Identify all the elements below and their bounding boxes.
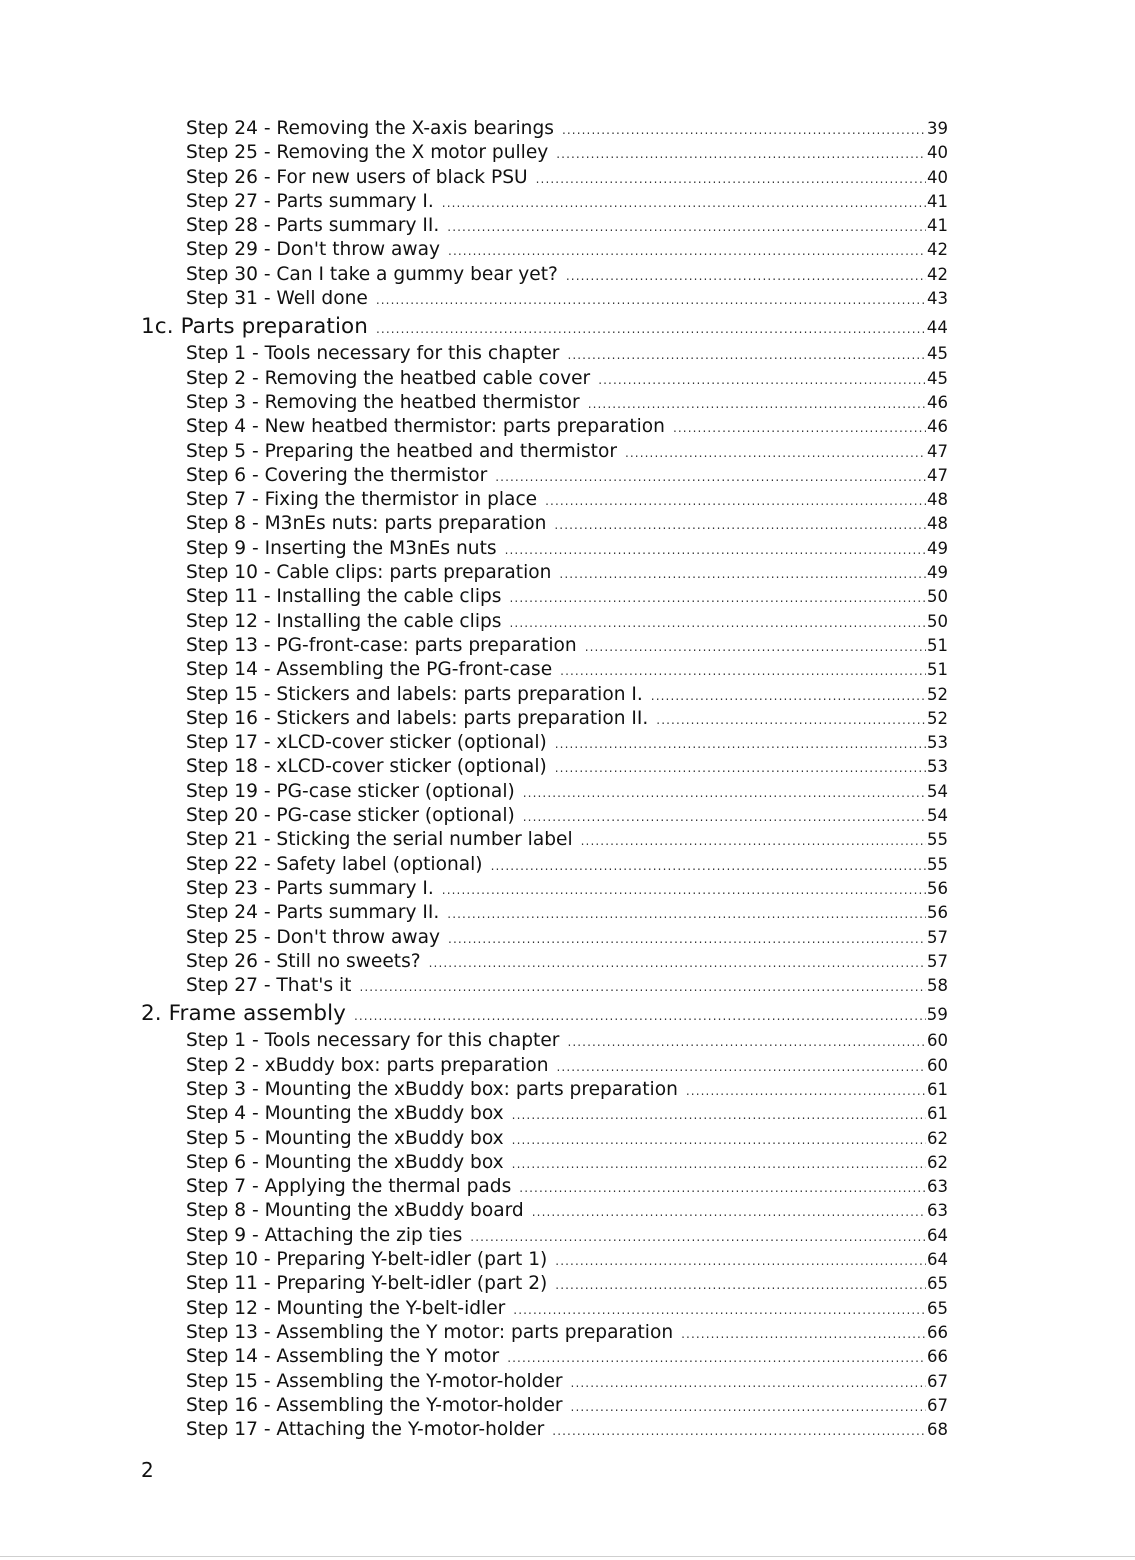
toc-step-title: Step 24 - Removing the X-axis bearings xyxy=(186,118,554,139)
toc-step-row[interactable] xyxy=(186,287,948,311)
toc-dot-leader xyxy=(532,1206,926,1218)
toc-dot-leader xyxy=(566,270,926,282)
toc-step-title: Step 27 - That's it xyxy=(186,975,352,997)
toc-step-title: Step 2 - xBuddy box: parts preparation xyxy=(186,1054,549,1076)
toc-page-number: 45 xyxy=(927,368,948,388)
toc-step-row[interactable] xyxy=(186,1175,948,1199)
toc-page-number: 43 xyxy=(927,289,948,309)
toc-page-number: 63 xyxy=(927,1177,948,1197)
toc-step-title: Step 26 - For new users of black PSU xyxy=(186,166,528,188)
toc-page-number: 53 xyxy=(927,757,948,777)
toc-step-title: Step 30 - Can I take a gummy bear yet? xyxy=(186,263,558,285)
toc-step-row[interactable] xyxy=(186,1345,948,1369)
toc-step-row[interactable] xyxy=(186,190,948,214)
toc-dot-leader xyxy=(567,349,926,361)
toc-dot-leader xyxy=(556,148,926,160)
toc-section-row[interactable] xyxy=(141,311,948,342)
toc-dot-leader xyxy=(523,811,926,823)
toc-dot-leader xyxy=(470,1231,926,1243)
toc-step-row[interactable] xyxy=(186,141,948,165)
toc-page-number: 59 xyxy=(926,1005,948,1025)
toc-dot-leader xyxy=(513,1304,926,1316)
toc-page-number: 40 xyxy=(927,167,948,187)
page-bottom-divider xyxy=(0,1556,1135,1557)
toc-page-number: 42 xyxy=(927,240,948,260)
toc-step-title: Step 16 - Assembling the Y-motor-holder xyxy=(186,1394,563,1416)
toc-step-title: Step 9 - Attaching the zip ties xyxy=(186,1224,463,1246)
toc-dot-leader xyxy=(359,981,926,993)
toc-dot-leader xyxy=(555,1279,926,1291)
toc-dot-leader xyxy=(495,471,926,483)
toc-dot-leader xyxy=(555,1255,926,1267)
toc-step-title: Step 14 - Assembling the PG-front-case xyxy=(186,659,553,681)
toc-page-number: 53 xyxy=(927,733,948,753)
toc-dot-leader xyxy=(536,173,926,185)
toc-page-number: 50 xyxy=(927,611,948,631)
toc-section-title: 1c. Parts preparation xyxy=(141,314,369,340)
toc-step-row[interactable] xyxy=(186,537,948,561)
toc-page-number: 46 xyxy=(927,417,948,437)
toc-page-number: 62 xyxy=(927,1152,948,1172)
toc-dot-leader xyxy=(442,197,926,209)
toc-step-title: Step 19 - PG-case sticker (optional) xyxy=(186,780,515,802)
toc-step-row[interactable] xyxy=(186,1199,948,1223)
toc-step-row[interactable] xyxy=(186,1272,948,1296)
toc-step-title: Step 8 - M3nEs nuts: parts preparation xyxy=(186,513,547,535)
toc-step-row[interactable] xyxy=(186,1224,948,1248)
toc-dot-leader xyxy=(588,398,926,410)
toc-dot-leader xyxy=(519,1182,926,1194)
toc-dot-leader xyxy=(555,738,926,750)
toc-dot-leader xyxy=(509,617,926,629)
toc-step-row[interactable] xyxy=(186,1394,948,1418)
toc-step-row[interactable] xyxy=(186,901,948,925)
toc-page-number: 56 xyxy=(927,878,948,898)
toc-step-title: Step 9 - Inserting the M3nEs nuts xyxy=(186,537,497,559)
toc-step-row[interactable] xyxy=(186,512,948,536)
toc-page-number: 54 xyxy=(927,781,948,801)
toc-dot-leader xyxy=(447,908,926,920)
table-of-contents xyxy=(0,117,1135,1442)
toc-step-title: Step 18 - xLCD-cover sticker (optional) xyxy=(186,756,547,778)
toc-step-title: Step 17 - Attaching the Y-motor-holder xyxy=(186,1419,545,1441)
toc-page-number: 63 xyxy=(927,1201,948,1221)
toc-step-title: Step 12 - Installing the cable clips xyxy=(186,610,502,632)
toc-page-number: 48 xyxy=(927,490,948,510)
toc-step-title: Step 12 - Mounting the Y-belt-idler xyxy=(186,1297,506,1319)
toc-step-row[interactable] xyxy=(186,585,948,609)
toc-step-title: Step 10 - Cable clips: parts preparation xyxy=(186,562,552,584)
toc-step-row[interactable] xyxy=(186,1297,948,1321)
toc-step-title: Step 1 - Tools necessary for this chapter xyxy=(186,1030,560,1052)
toc-page-number: 60 xyxy=(927,1031,948,1051)
toc-step-row[interactable] xyxy=(186,926,948,950)
toc-page-number: 66 xyxy=(927,1322,948,1342)
toc-step-title: Step 7 - Fixing the thermistor in place xyxy=(186,489,538,511)
toc-step-title: Step 25 - Don't throw away xyxy=(186,926,441,948)
toc-dot-leader xyxy=(376,294,926,306)
toc-step-row[interactable] xyxy=(186,974,948,998)
toc-step-row[interactable] xyxy=(186,1127,948,1151)
page-number: 2 xyxy=(141,1458,154,1482)
toc-step-row[interactable] xyxy=(186,780,948,804)
toc-step-row[interactable] xyxy=(186,367,948,391)
toc-step-title: Step 5 - Preparing the heatbed and thermistor xyxy=(186,440,617,462)
toc-step-title: Step 27 - Parts summary I. xyxy=(186,190,434,212)
toc-dot-leader xyxy=(562,124,926,136)
toc-dot-leader xyxy=(571,1377,926,1389)
toc-dot-leader xyxy=(581,835,926,847)
toc-dot-leader xyxy=(354,1010,926,1022)
toc-page-number: 67 xyxy=(927,1371,948,1391)
toc-step-row[interactable] xyxy=(186,263,948,287)
toc-step-title: Step 10 - Preparing Y-belt-idler (part 1) xyxy=(186,1249,548,1271)
toc-page-number: 52 xyxy=(927,708,948,728)
toc-page-number: 64 xyxy=(927,1250,948,1270)
toc-dot-leader xyxy=(686,1085,926,1097)
toc-step-title: Step 31 - Well done xyxy=(186,288,368,310)
toc-page-number: 49 xyxy=(927,538,948,558)
toc-page-number: 47 xyxy=(927,441,948,461)
toc-page-number: 55 xyxy=(927,830,948,850)
toc-step-row[interactable] xyxy=(186,1054,948,1078)
toc-dot-leader xyxy=(571,1401,926,1413)
toc-step-row[interactable] xyxy=(186,1029,948,1053)
toc-dot-leader xyxy=(625,447,926,459)
toc-dot-leader xyxy=(512,1109,926,1121)
toc-page-number: 65 xyxy=(927,1274,948,1294)
toc-step-title: Step 29 - Don't throw away xyxy=(186,239,441,261)
toc-dot-leader xyxy=(448,245,926,257)
toc-page-number: 47 xyxy=(927,465,948,485)
toc-page-number: 54 xyxy=(927,806,948,826)
toc-page-number: 41 xyxy=(927,216,948,236)
toc-step-title: Step 22 - Safety label (optional) xyxy=(186,853,483,875)
toc-step-row[interactable] xyxy=(186,1078,948,1102)
toc-dot-leader xyxy=(545,495,926,507)
toc-step-row[interactable] xyxy=(186,488,948,512)
toc-dot-leader xyxy=(512,1134,926,1146)
toc-step-title: Step 1 - Tools necessary for this chapter xyxy=(186,343,560,365)
toc-step-title: Step 6 - Covering the thermistor xyxy=(186,464,488,486)
toc-page-number: 46 xyxy=(927,392,948,412)
toc-step-title: Step 25 - Removing the X motor pulley xyxy=(186,142,549,164)
toc-step-title: Step 26 - Still no sweets? xyxy=(186,950,421,972)
toc-step-title: Step 17 - xLCD-cover sticker (optional) xyxy=(186,732,547,754)
toc-page-number: 58 xyxy=(927,976,948,996)
toc-step-title: Step 15 - Assembling the Y-motor-holder xyxy=(186,1370,563,1392)
toc-page-number: 64 xyxy=(927,1225,948,1245)
toc-page-number: 57 xyxy=(927,927,948,947)
toc-step-row[interactable] xyxy=(186,610,948,634)
toc-step-row[interactable] xyxy=(186,1102,948,1126)
toc-step-title: Step 7 - Applying the thermal pads xyxy=(186,1176,512,1198)
toc-step-title: Step 16 - Stickers and labels: parts preparation II. xyxy=(186,707,649,729)
toc-step-title: Step 23 - Parts summary I. xyxy=(186,877,434,899)
toc-step-row[interactable] xyxy=(186,342,948,366)
toc-step-title: Step 6 - Mounting the xBuddy box xyxy=(186,1151,504,1173)
toc-step-title: Step 14 - Assembling the Y motor xyxy=(186,1346,500,1368)
toc-dot-leader xyxy=(442,884,926,896)
toc-dot-leader xyxy=(598,374,926,386)
toc-page-number: 60 xyxy=(927,1055,948,1075)
toc-dot-leader xyxy=(651,690,926,702)
toc-step-row[interactable] xyxy=(186,464,948,488)
toc-dot-leader xyxy=(559,568,926,580)
toc-page-number: 45 xyxy=(927,344,948,364)
toc-step-row[interactable] xyxy=(186,166,948,190)
toc-step-row[interactable] xyxy=(186,634,948,658)
toc-step-title: Step 13 - Assembling the Y motor: parts preparation xyxy=(186,1321,674,1343)
toc-dot-leader xyxy=(512,1158,926,1170)
toc-dot-leader xyxy=(552,1425,926,1437)
toc-step-title: Step 11 - Installing the cable clips xyxy=(186,586,502,608)
toc-step-title: Step 8 - Mounting the xBuddy board xyxy=(186,1200,524,1222)
toc-step-row[interactable] xyxy=(186,1418,948,1442)
toc-dot-leader xyxy=(560,665,926,677)
toc-step-row[interactable] xyxy=(186,658,948,682)
toc-page-number: 62 xyxy=(927,1128,948,1148)
toc-page-number: 39 xyxy=(927,119,948,138)
toc-step-title: Step 11 - Preparing Y-belt-idler (part 2) xyxy=(186,1273,548,1295)
toc-step-title: Step 15 - Stickers and labels: parts preparation I. xyxy=(186,683,643,705)
toc-step-row[interactable] xyxy=(186,415,948,439)
toc-step-title: Step 28 - Parts summary II. xyxy=(186,215,440,237)
toc-dot-leader xyxy=(656,714,926,726)
toc-step-title: Step 4 - Mounting the xBuddy box xyxy=(186,1103,504,1125)
toc-dot-leader xyxy=(505,544,926,556)
toc-step-row[interactable] xyxy=(186,1321,948,1345)
toc-page-number: 44 xyxy=(926,318,948,338)
toc-dot-leader xyxy=(567,1036,926,1048)
toc-page-number: 57 xyxy=(927,951,948,971)
toc-page-number: 66 xyxy=(927,1347,948,1367)
toc-step-title: Step 24 - Parts summary II. xyxy=(186,902,440,924)
toc-section-title: 2. Frame assembly xyxy=(141,1001,346,1027)
toc-step-title: Step 4 - New heatbed thermistor: parts preparation xyxy=(186,416,665,438)
toc-dot-leader xyxy=(448,933,926,945)
toc-page-number: 42 xyxy=(927,264,948,284)
toc-step-row[interactable] xyxy=(186,214,948,238)
toc-step-row[interactable] xyxy=(186,755,948,779)
toc-page-number: 50 xyxy=(927,587,948,607)
toc-dot-leader xyxy=(555,762,926,774)
toc-step-title: Step 20 - PG-case sticker (optional) xyxy=(186,805,515,827)
toc-page-number: 61 xyxy=(927,1104,948,1124)
toc-page-number: 56 xyxy=(927,903,948,923)
toc-step-row[interactable] xyxy=(186,731,948,755)
toc-page-number: 52 xyxy=(927,684,948,704)
toc-dot-leader xyxy=(554,519,926,531)
toc-step-row[interactable] xyxy=(186,561,948,585)
toc-dot-leader xyxy=(673,422,926,434)
toc-step-title: Step 13 - PG-front-case: parts preparation xyxy=(186,634,577,656)
toc-dot-leader xyxy=(509,592,926,604)
toc-page-number: 48 xyxy=(927,514,948,534)
toc-page-number: 61 xyxy=(927,1079,948,1099)
toc-step-title: Step 3 - Removing the heatbed thermistor xyxy=(186,391,580,413)
toc-step-row[interactable] xyxy=(186,853,948,877)
toc-step-row[interactable] xyxy=(186,1151,948,1175)
toc-dot-leader xyxy=(585,641,926,653)
toc-step-title: Step 2 - Removing the heatbed cable cover xyxy=(186,367,591,389)
toc-step-row[interactable] xyxy=(186,804,948,828)
toc-page-number: 51 xyxy=(927,660,948,680)
toc-page-number: 55 xyxy=(927,854,948,874)
toc-step-title: Step 5 - Mounting the xBuddy box xyxy=(186,1127,504,1149)
toc-step-row[interactable] xyxy=(186,828,948,852)
toc-page-number: 68 xyxy=(927,1420,948,1440)
toc-step-row[interactable] xyxy=(186,391,948,415)
toc-step-row[interactable] xyxy=(186,1370,948,1394)
toc-dot-leader xyxy=(523,787,926,799)
toc-section-row[interactable] xyxy=(141,998,948,1029)
toc-step-row[interactable] xyxy=(186,440,948,464)
toc-dot-leader xyxy=(376,323,926,335)
toc-step-row[interactable] xyxy=(186,707,948,731)
toc-page-number: 49 xyxy=(927,563,948,583)
toc-step-row[interactable] xyxy=(186,683,948,707)
toc-step-title: Step 3 - Mounting the xBuddy box: parts preparation xyxy=(186,1078,678,1100)
toc-step-row[interactable] xyxy=(186,950,948,974)
toc-page-number: 41 xyxy=(927,191,948,211)
toc-page-number: 67 xyxy=(927,1395,948,1415)
toc-page-number: 51 xyxy=(927,635,948,655)
toc-step-row[interactable] xyxy=(186,238,948,262)
toc-dot-leader xyxy=(681,1328,926,1340)
toc-page-number: 65 xyxy=(927,1298,948,1318)
toc-dot-leader xyxy=(447,221,926,233)
toc-step-row[interactable] xyxy=(186,117,948,141)
toc-page-number: 40 xyxy=(927,143,948,163)
toc-step-row[interactable] xyxy=(186,1248,948,1272)
toc-dot-leader xyxy=(507,1352,926,1364)
toc-dot-leader xyxy=(429,957,926,969)
toc-step-row[interactable] xyxy=(186,877,948,901)
toc-dot-leader xyxy=(491,860,926,872)
toc-step-title: Step 21 - Sticking the serial number label xyxy=(186,829,573,851)
toc-dot-leader xyxy=(557,1061,926,1073)
